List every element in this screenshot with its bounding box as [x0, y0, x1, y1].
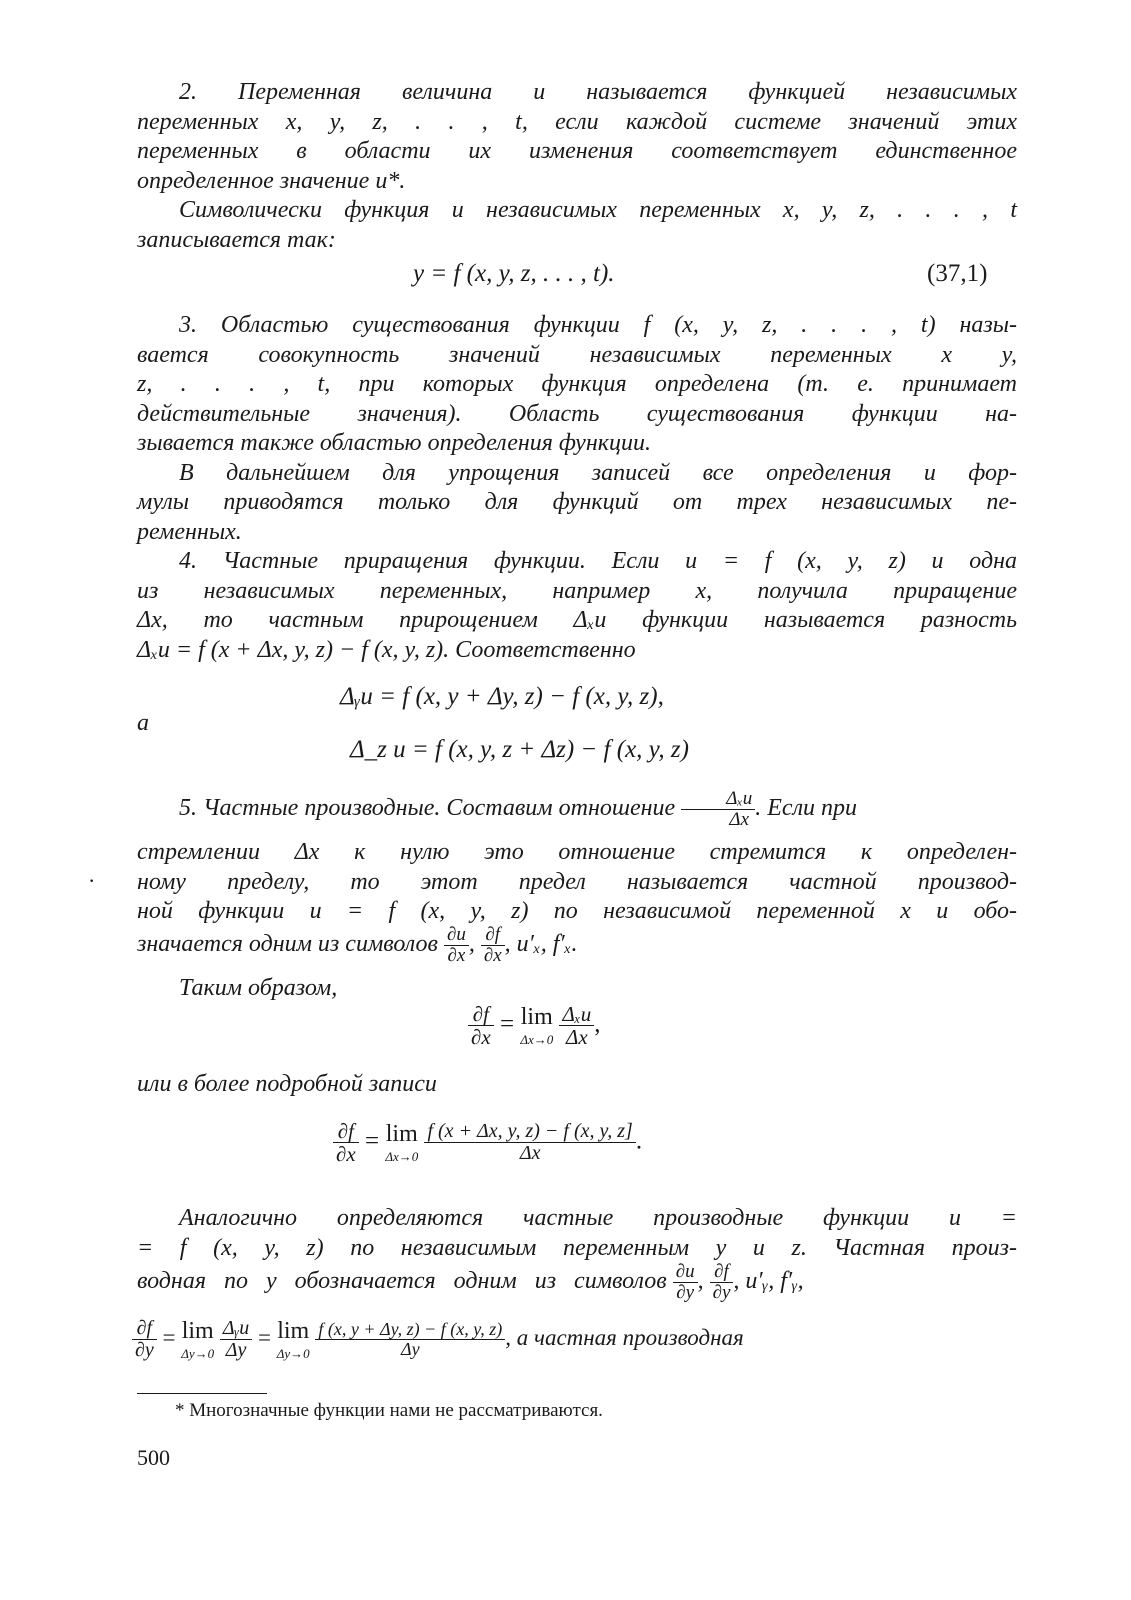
df-dy-fraction: [132, 1318, 157, 1361]
fraction-numerator: ∂f: [468, 1003, 494, 1026]
lim-word: lim: [520, 1004, 553, 1031]
equation-37-1: y = f (x, y, z, . . . , t).: [413, 260, 615, 287]
section-5-continuation: [137, 838, 1017, 927]
fraction-numerator: ∂u: [444, 925, 469, 946]
fraction-denominator: Δx: [566, 1025, 588, 1050]
text-line: 2. Переменная величина u называется функцией независимых: [179, 79, 1017, 105]
fraction-numerator: ∂f: [132, 1318, 157, 1340]
text-line: ному пределу, то этот предел называется частной производ-: [137, 868, 1017, 895]
lim-word: lim: [181, 1318, 214, 1344]
text-run: , u′ₓ, f′ₓ.: [504, 930, 578, 957]
fraction-numerator: Δₓu: [559, 1003, 594, 1026]
text-line: Аналогично определяются частные производные функции u =: [179, 1205, 1017, 1231]
fraction-numerator: Δᵧu: [220, 1318, 252, 1340]
ratio-y-fraction: [220, 1318, 252, 1361]
limit-operator: [520, 1005, 553, 1046]
lim-subscript: Δx→0: [520, 1032, 554, 1048]
text-run: 5. Частные производные. Составим отношение: [179, 794, 676, 821]
section-3-paragraph: [137, 311, 1017, 547]
footnote-rule: [137, 1393, 267, 1394]
df-dy-fraction: [710, 1262, 734, 1303]
limit-operator: [181, 1319, 214, 1360]
fraction-denominator: ∂x: [471, 1025, 491, 1050]
fraction-denominator: Δy: [225, 1339, 247, 1361]
section-2-paragraph: [137, 78, 1017, 255]
fraction-denominator: ∂y: [135, 1339, 154, 1361]
section-4-paragraph: [137, 547, 1017, 665]
fraction-numerator: f (x, y + Δy, z) − f (x, y, z): [315, 1320, 505, 1340]
ratio-fraction: [681, 789, 755, 830]
limit-operator: [385, 1122, 418, 1163]
delta-y-equation: Δᵧu = f (x, y + Δy, z) − f (x, y, z),: [340, 683, 664, 710]
thus-line: Таким образом,: [179, 975, 338, 1001]
text-line: Δx, то частным прирощением Δₓu функции называется разность: [137, 607, 1017, 633]
text-line: Символически функция u независимых переменных x, y, z, . . . , t: [179, 197, 1017, 223]
fraction-denominator: Δx: [729, 808, 750, 830]
text-line: определенное значение u*.: [137, 167, 406, 194]
df-dx-fraction: [481, 925, 505, 966]
text-line: переменных в области их изменения соответствует единственное: [137, 138, 1017, 164]
fraction-numerator: f (x + Δx, y, z) − f (x, y, z]: [424, 1121, 635, 1143]
du-dy-fraction: [673, 1262, 698, 1303]
text-line: ной функции u = f (x, y, z) по независимой переменной x и обо-: [137, 898, 1017, 924]
fraction-denominator: Δy: [401, 1339, 420, 1359]
text-line: = f (x, y, z) по независимым переменным y и z. Частная произ-: [137, 1234, 1017, 1261]
margin-dot: ·: [88, 868, 96, 893]
lim-word: lim: [385, 1121, 418, 1148]
text-line: из независимых переменных, например x, получила приращение: [137, 577, 1017, 604]
fraction-denominator: ∂x: [336, 1142, 356, 1167]
page-number: 500: [137, 1445, 170, 1470]
equation-number: (37,1): [927, 260, 988, 287]
fraction-denominator: Δx: [519, 1142, 541, 1165]
fraction-numerator: ∂f: [710, 1262, 734, 1283]
df-dx-fraction: [468, 1003, 494, 1048]
detailed-line: или в более подробной записи: [137, 1071, 437, 1097]
difference-quotient-y: [315, 1320, 505, 1359]
y-symbols-line: водная по y обозначается одним из символов $\frac{\partial u}{\partial y}$ , $\frac{\partial f}{\partial y}$ , u′ᵧ, f′ᵧ,: [137, 1261, 804, 1303]
text-run: , а частная производная: [505, 1324, 744, 1350]
limit-operator: [277, 1319, 310, 1360]
text-line: мулы приводятся только для функций от трех независимых пе-: [137, 489, 1017, 515]
delta-z-equation: Δ_z u = f (x, y, z + Δz) − f (x, y, z): [350, 736, 689, 763]
text-line: действительные значения). Область существования функции на-: [137, 400, 1017, 427]
fraction-numerator: Δₓu: [681, 789, 755, 810]
footnote: * Многозначные функции нами не рассматриваются.: [175, 1400, 603, 1421]
text-line: зывается также областью определения функции.: [137, 430, 651, 456]
text-line: ременных.: [137, 518, 242, 545]
analog-paragraph: [137, 1204, 1017, 1263]
fraction-denominator: ∂y: [676, 1281, 695, 1303]
symbols-line: значается одним из символов $\frac{\partial u}{\partial x}$ , $\frac{\partial f}{\partial x}$ , u′ₓ, f′ₓ.: [137, 924, 578, 966]
text-line: 4. Частные приращения функции. Если u = f (x, y, z) и одна: [179, 548, 1017, 574]
fraction-denominator: ∂y: [712, 1281, 731, 1303]
fraction-denominator: ∂x: [447, 944, 466, 966]
section-5-paragraph: [137, 789, 1017, 830]
text-line: 3. Областью существования функции f (x, y, z, . . . , t) назы-: [179, 312, 1017, 338]
difference-quotient: [424, 1121, 635, 1164]
conjunction-a: а: [137, 710, 149, 736]
detailed-limit-definition: $\frac{\partial f}{\partial x}$ = lim Δx→0 $\frac{f (x + \Delta x, y, z) - f (x, y, z]}{\Delta x}$ .: [333, 1120, 642, 1165]
text-line: [137, 789, 1017, 830]
lim-word: lim: [277, 1318, 310, 1344]
text-run: , u′ᵧ, f′ᵧ,: [733, 1267, 804, 1294]
partial-y-limit: $\frac{\partial f}{\partial y}$ = lim Δy→0 $\frac{\text{Δᵧu}}{\Delta y}$ = lim Δy→0 $\frac{f (x, y + \Delta y, z) - f (x, y, z)}{\Delta y}$ , а частная производная: [132, 1318, 744, 1361]
lim-subscript: Δy→0: [181, 1346, 215, 1361]
text-line: Δₓu = f (x + Δx, y, z) − f (x, y, z). Соответственно: [137, 636, 636, 663]
du-dx-fraction: [444, 925, 469, 966]
text-line: z, . . . , t, при которых функция определена (т. е. принимает: [137, 371, 1017, 397]
lim-subscript: Δx→0: [385, 1149, 419, 1165]
text-run: . Если при: [755, 794, 858, 821]
text-line: вается совокупность значений независимых переменных x y,: [137, 341, 1017, 368]
ratio-fraction: [559, 1003, 594, 1048]
text-line: В дальнейшем для упрощения записей все определения и фор-: [179, 459, 1017, 486]
fraction-numerator: ∂f: [481, 925, 505, 946]
fraction-numerator: ∂f: [333, 1120, 359, 1143]
text-line: записывается так:: [137, 226, 336, 253]
text-run: водная по y обозначается одним из символов: [137, 1267, 667, 1294]
fraction-numerator: ∂u: [673, 1262, 698, 1283]
fraction-denominator: ∂x: [483, 944, 502, 966]
text-line: стремлении Δx к нулю это отношение стремится к определен-: [137, 839, 1017, 865]
limit-definition: $\frac{\partial f}{\partial x}$ = lim Δx→0 $\frac{\text{Δₓu}}{\Delta x}$ ,: [468, 1003, 601, 1048]
text-run: значается одним из символов: [137, 930, 438, 957]
lim-subscript: Δy→0: [276, 1346, 310, 1361]
df-dx-fraction: [333, 1120, 359, 1165]
text-line: переменных x, y, z, . . , t, если каждой системе значений этих: [137, 108, 1017, 135]
